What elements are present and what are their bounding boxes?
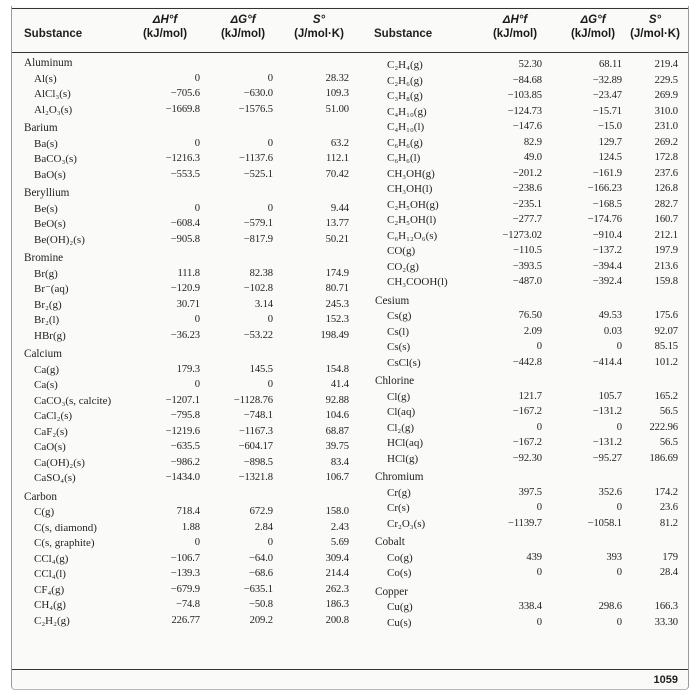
entropy-value: 197.9 bbox=[654, 245, 678, 256]
enthalpy-value: 76.50 bbox=[518, 310, 542, 321]
enthalpy-value: 82.9 bbox=[523, 136, 542, 148]
gibbs-energy-value: 0 bbox=[616, 502, 622, 513]
substance-name: C(s, graphite) bbox=[34, 537, 95, 549]
substance-name: C₃H₈(g) bbox=[387, 90, 423, 102]
substance-name: CCl₄(l) bbox=[34, 568, 66, 580]
entropy-value: 269.2 bbox=[654, 136, 678, 148]
entropy-value: 152.3 bbox=[325, 314, 349, 325]
gibbs-energy-value: −579.1 bbox=[243, 218, 273, 229]
gibbs-energy-value: −53.22 bbox=[243, 329, 273, 341]
header-substance-right: Substance bbox=[374, 28, 433, 40]
header-dgf-right bbox=[558, 13, 628, 49]
entropy-value: 212.1 bbox=[654, 229, 678, 241]
enthalpy-value: −36.23 bbox=[170, 329, 200, 341]
gibbs-energy-value: −817.9 bbox=[243, 233, 273, 245]
substance-name: BaCO₃(s) bbox=[34, 153, 77, 165]
enthalpy-value: 52.30 bbox=[518, 59, 542, 70]
substance-name: CF₄(g) bbox=[34, 583, 65, 596]
category-heading: Aluminum bbox=[24, 57, 73, 69]
entropy-value: 28.4 bbox=[659, 567, 678, 578]
enthalpy-value: −905.8 bbox=[170, 233, 200, 245]
entropy-value: 262.3 bbox=[325, 583, 349, 595]
substance-name: BeO(s) bbox=[34, 218, 66, 230]
entropy-value: 214.4 bbox=[325, 568, 349, 579]
gibbs-energy-value: 298.6 bbox=[598, 601, 622, 612]
header-dhf-symbol: ΔH°f bbox=[502, 14, 528, 26]
entropy-value: 13.77 bbox=[325, 218, 349, 229]
substance-name: CO₂(g) bbox=[387, 260, 419, 273]
enthalpy-value: −795.8 bbox=[170, 410, 200, 421]
enthalpy-value: 0 bbox=[194, 537, 200, 548]
enthalpy-value: 338.4 bbox=[518, 601, 542, 612]
substance-name: CsCl(s) bbox=[387, 356, 421, 369]
gibbs-energy-value: −910.4 bbox=[592, 229, 622, 241]
entropy-value: 237.6 bbox=[654, 167, 678, 179]
entropy-value: 56.5 bbox=[659, 406, 678, 417]
substance-name: Be(s) bbox=[34, 202, 58, 215]
entropy-value: 245.3 bbox=[325, 298, 349, 310]
gibbs-energy-value: 68.11 bbox=[599, 59, 622, 70]
category-heading: Cesium bbox=[375, 294, 410, 307]
header-dgf-left bbox=[208, 13, 278, 49]
enthalpy-value: 49.0 bbox=[523, 152, 542, 163]
substance-name: Be(OH)₂(s) bbox=[34, 233, 85, 246]
entropy-value: 229.5 bbox=[654, 74, 678, 86]
gibbs-energy-value: −15.71 bbox=[592, 105, 622, 117]
header-dgf-symbol: ΔG°f bbox=[230, 14, 256, 26]
entropy-value: 104.6 bbox=[325, 410, 349, 421]
entropy-value: 269.9 bbox=[654, 90, 678, 101]
entropy-value: 159.8 bbox=[654, 276, 678, 287]
gibbs-energy-value: −1167.3 bbox=[238, 425, 273, 437]
entropy-value: 112.1 bbox=[326, 153, 349, 164]
gibbs-energy-value: −23.47 bbox=[592, 90, 622, 101]
enthalpy-value: 397.5 bbox=[518, 486, 542, 498]
substance-name: Ca(s) bbox=[34, 379, 58, 391]
enthalpy-value: −120.9 bbox=[170, 283, 200, 294]
header-s-symbol: S° bbox=[312, 14, 326, 26]
enthalpy-value: −1434.0 bbox=[165, 472, 200, 483]
substance-name: Cl₂(g) bbox=[387, 421, 415, 434]
gibbs-energy-value: 105.7 bbox=[598, 390, 622, 402]
enthalpy-value: −124.73 bbox=[507, 105, 542, 117]
entropy-value: 175.6 bbox=[654, 310, 678, 321]
enthalpy-value: −442.8 bbox=[512, 356, 542, 368]
entropy-value: 174.9 bbox=[325, 267, 349, 279]
header-dgf-symbol: ΔG°f bbox=[580, 14, 606, 26]
entropy-value: 5.69 bbox=[330, 537, 349, 548]
substance-name: Br⁻(aq) bbox=[34, 283, 69, 295]
entropy-value: 213.6 bbox=[654, 260, 678, 272]
entropy-value: 85.15 bbox=[654, 341, 678, 352]
entropy-value: 92.88 bbox=[325, 394, 349, 406]
substance-name: Al(s) bbox=[34, 72, 57, 85]
substance-name: C₆H₆(g) bbox=[387, 136, 423, 149]
entropy-value: 174.2 bbox=[654, 486, 678, 498]
entropy-value: 166.3 bbox=[654, 601, 678, 612]
gibbs-energy-value: 3.14 bbox=[254, 298, 273, 310]
substance-name: HBr(g) bbox=[34, 329, 66, 342]
substance-name: Cr(g) bbox=[387, 486, 411, 499]
substance-name: Cl(aq) bbox=[387, 406, 416, 418]
gibbs-energy-value: −131.2 bbox=[592, 437, 622, 448]
substance-name: Cu(g) bbox=[387, 601, 413, 613]
substance-name: CH₄(g) bbox=[34, 599, 66, 611]
substance-name: CaSO₄(s) bbox=[34, 472, 76, 484]
gibbs-energy-value: −748.1 bbox=[243, 410, 273, 421]
substance-name: Cs(g) bbox=[387, 310, 412, 322]
entropy-value: 222.96 bbox=[649, 421, 678, 433]
entropy-value: 83.4 bbox=[330, 456, 349, 468]
header-s-unit: (J/mol·K) bbox=[294, 28, 344, 40]
table-header-rule bbox=[12, 52, 688, 53]
table-page bbox=[11, 6, 689, 690]
enthalpy-value: 111.8 bbox=[177, 267, 200, 279]
gibbs-energy-value: 0 bbox=[616, 421, 622, 433]
category-heading: Beryllium bbox=[24, 187, 70, 199]
enthalpy-value: −238.6 bbox=[512, 183, 542, 194]
substance-name: CaCl₂(s) bbox=[34, 410, 73, 422]
enthalpy-value: −679.9 bbox=[170, 583, 200, 595]
entropy-value: 186.3 bbox=[325, 599, 349, 610]
enthalpy-value: 0 bbox=[536, 421, 542, 433]
gibbs-energy-value: 672.9 bbox=[249, 506, 273, 517]
enthalpy-value: 179.3 bbox=[176, 363, 200, 375]
enthalpy-value: 718.4 bbox=[176, 506, 200, 517]
entropy-value: 63.2 bbox=[330, 137, 349, 149]
enthalpy-value: −1207.1 bbox=[165, 394, 200, 406]
substance-name: BaO(s) bbox=[34, 168, 66, 181]
header-s-unit: (J/mol·K) bbox=[630, 28, 680, 40]
substance-name: CO(g) bbox=[387, 245, 416, 257]
substance-name: CCl₄(g) bbox=[34, 552, 69, 565]
enthalpy-value: 0 bbox=[194, 379, 200, 390]
enthalpy-value: 121.7 bbox=[518, 390, 542, 402]
enthalpy-value: 0 bbox=[194, 202, 200, 214]
gibbs-energy-value: −131.2 bbox=[592, 406, 622, 417]
substance-name: CaF₂(s) bbox=[34, 425, 68, 438]
gibbs-energy-value: −414.4 bbox=[592, 356, 622, 368]
substance-name: Ca(g) bbox=[34, 363, 60, 376]
entropy-value: 101.2 bbox=[654, 356, 678, 368]
category-heading: Barium bbox=[24, 122, 58, 134]
entropy-value: 81.2 bbox=[659, 517, 678, 529]
gibbs-energy-value: −68.6 bbox=[248, 568, 273, 579]
entropy-value: 80.71 bbox=[325, 283, 349, 294]
category-heading: Bromine bbox=[24, 252, 64, 264]
enthalpy-value: 0 bbox=[536, 502, 542, 513]
gibbs-energy-value: −174.76 bbox=[587, 214, 622, 225]
header-dhf-unit: (kJ/mol) bbox=[492, 28, 538, 40]
substance-name: C₆H₁₂O₆(s) bbox=[387, 229, 438, 242]
enthalpy-value: −167.2 bbox=[512, 406, 542, 417]
gibbs-energy-value: −95.27 bbox=[592, 452, 622, 464]
gibbs-energy-value: 209.2 bbox=[249, 614, 273, 626]
substance-name: C(s, diamond) bbox=[34, 521, 97, 534]
substance-name: Cs(s) bbox=[387, 341, 411, 353]
substance-name: Ba(s) bbox=[34, 137, 58, 150]
enthalpy-value: 0 bbox=[194, 137, 200, 149]
enthalpy-value: 30.71 bbox=[176, 298, 200, 310]
enthalpy-value: −986.2 bbox=[170, 456, 200, 468]
substance-name: Cs(l) bbox=[387, 325, 409, 338]
enthalpy-value: −139.3 bbox=[170, 568, 200, 579]
enthalpy-value: −1669.8 bbox=[165, 103, 200, 115]
gibbs-energy-value: 0.03 bbox=[603, 325, 622, 337]
header-dhf-symbol: ΔH°f bbox=[152, 14, 178, 26]
gibbs-energy-value: −64.0 bbox=[248, 552, 273, 564]
table-top-rule bbox=[12, 8, 688, 9]
table-bottom-rule bbox=[12, 669, 688, 670]
gibbs-energy-value: 124.5 bbox=[598, 152, 622, 163]
enthalpy-value: −1139.7 bbox=[507, 517, 542, 529]
substance-name: HCl(g) bbox=[387, 452, 419, 465]
enthalpy-value: −92.30 bbox=[512, 452, 542, 464]
entropy-value: 28.32 bbox=[325, 72, 349, 84]
entropy-value: 92.07 bbox=[654, 325, 678, 337]
gibbs-energy-value: 49.53 bbox=[598, 310, 622, 321]
enthalpy-value: −1273.02 bbox=[502, 229, 542, 241]
entropy-value: 309.4 bbox=[325, 552, 349, 564]
entropy-value: 200.8 bbox=[325, 614, 349, 626]
header-s-symbol: S° bbox=[648, 14, 662, 26]
entropy-value: 39.75 bbox=[325, 441, 349, 452]
substance-name: C₆H₆(l) bbox=[387, 152, 421, 164]
entropy-value: 231.0 bbox=[654, 121, 678, 132]
substance-name: Al₂O₃(s) bbox=[34, 103, 73, 116]
entropy-value: 56.5 bbox=[659, 437, 678, 448]
gibbs-energy-value: 0 bbox=[267, 314, 273, 325]
substance-name: CH₃COOH(l) bbox=[387, 276, 448, 288]
substance-name: CaCO₃(s, calcite) bbox=[34, 394, 112, 407]
entropy-value: 70.42 bbox=[325, 168, 349, 180]
enthalpy-value: −235.1 bbox=[512, 198, 542, 210]
enthalpy-value: 0 bbox=[194, 314, 200, 325]
entropy-value: 198.49 bbox=[320, 329, 349, 341]
gibbs-energy-value: −166.23 bbox=[587, 183, 622, 194]
enthalpy-value: 0 bbox=[536, 567, 542, 578]
entropy-value: 282.7 bbox=[654, 198, 678, 210]
substance-name: C₄H₁₀(l) bbox=[387, 121, 425, 133]
gibbs-energy-value: −1128.76 bbox=[233, 394, 273, 406]
entropy-value: 51.00 bbox=[325, 103, 349, 115]
gibbs-energy-value: 0 bbox=[267, 72, 273, 84]
header-s-right bbox=[620, 13, 689, 49]
gibbs-energy-value: 0 bbox=[267, 137, 273, 149]
gibbs-energy-value: 0 bbox=[616, 616, 622, 628]
gibbs-energy-value: 2.84 bbox=[254, 521, 273, 533]
gibbs-energy-value: 352.6 bbox=[598, 486, 622, 498]
substance-name: Co(g) bbox=[387, 551, 413, 564]
substance-name: Br(g) bbox=[34, 267, 58, 280]
entropy-value: 310.0 bbox=[654, 105, 678, 117]
enthalpy-value: −147.6 bbox=[512, 121, 542, 132]
entropy-value: 126.8 bbox=[654, 183, 678, 194]
enthalpy-value: 226.77 bbox=[171, 614, 200, 626]
substance-name: C₂H₆(g) bbox=[387, 74, 423, 87]
entropy-value: 33.30 bbox=[654, 616, 678, 628]
substance-name: Br₂(g) bbox=[34, 298, 62, 311]
header-dhf-left bbox=[130, 13, 200, 49]
header-dgf-unit: (kJ/mol) bbox=[570, 28, 616, 40]
gibbs-energy-value: −1576.5 bbox=[238, 103, 273, 115]
substance-name: CH₃OH(l) bbox=[387, 183, 433, 195]
entropy-value: 68.87 bbox=[325, 425, 349, 437]
entropy-value: 179 bbox=[662, 551, 678, 563]
entropy-value: 2.43 bbox=[330, 521, 349, 533]
gibbs-energy-value: 0 bbox=[267, 379, 273, 390]
entropy-value: 50.21 bbox=[325, 233, 349, 245]
category-heading: Chromium bbox=[375, 471, 424, 483]
enthalpy-value: 1.88 bbox=[181, 521, 200, 533]
gibbs-energy-value: −161.9 bbox=[592, 167, 622, 179]
category-heading: Copper bbox=[375, 585, 408, 598]
substance-name: CH₃OH(g) bbox=[387, 167, 435, 180]
substance-name: C₄H₁₀(g) bbox=[387, 105, 427, 118]
header-dhf-unit: (kJ/mol) bbox=[142, 28, 188, 40]
gibbs-energy-value: −1058.1 bbox=[587, 517, 622, 529]
enthalpy-value: −705.6 bbox=[170, 88, 200, 99]
substance-name: C₂H₅OH(l) bbox=[387, 214, 437, 226]
gibbs-energy-value: 0 bbox=[616, 341, 622, 352]
gibbs-energy-value: −102.8 bbox=[243, 283, 273, 294]
category-heading: Carbon bbox=[24, 490, 57, 503]
enthalpy-value: −167.2 bbox=[512, 437, 542, 448]
gibbs-energy-value: −15.0 bbox=[597, 121, 622, 132]
substance-name: C(g) bbox=[34, 506, 55, 518]
gibbs-energy-value: −604.17 bbox=[238, 441, 273, 452]
substance-name: HCl(aq) bbox=[387, 437, 424, 449]
header-substance-left: Substance bbox=[24, 28, 83, 40]
enthalpy-value: −84.68 bbox=[512, 74, 542, 86]
gibbs-energy-value: −32.89 bbox=[592, 74, 622, 86]
substance-name: AlCl₃(s) bbox=[34, 88, 71, 100]
enthalpy-value: −487.0 bbox=[512, 276, 542, 287]
substance-name: Cr(s) bbox=[387, 502, 410, 514]
enthalpy-value: 0 bbox=[536, 341, 542, 352]
gibbs-energy-value: −630.0 bbox=[243, 88, 273, 99]
category-heading: Cobalt bbox=[375, 536, 405, 548]
gibbs-energy-value: −635.1 bbox=[243, 583, 273, 595]
substance-name: Br₂(l) bbox=[34, 314, 60, 326]
entropy-value: 160.7 bbox=[654, 214, 678, 225]
gibbs-energy-value: 0 bbox=[616, 567, 622, 578]
gibbs-energy-value: 393 bbox=[606, 551, 622, 563]
enthalpy-value: −1216.3 bbox=[165, 153, 200, 164]
gibbs-energy-value: −525.1 bbox=[243, 168, 273, 180]
enthalpy-value: −277.7 bbox=[512, 214, 542, 225]
gibbs-energy-value: 0 bbox=[267, 537, 273, 548]
substance-name: C₂H₄(g) bbox=[387, 59, 423, 71]
gibbs-energy-value: −168.5 bbox=[592, 198, 622, 210]
gibbs-energy-value: 129.7 bbox=[598, 136, 622, 148]
enthalpy-value: −393.5 bbox=[512, 260, 542, 272]
substance-name: Cr₂O₃(s) bbox=[387, 517, 426, 530]
header-s-left bbox=[284, 13, 354, 49]
enthalpy-value: 2.09 bbox=[523, 325, 542, 337]
substance-name: C₂H₂(g) bbox=[34, 614, 70, 627]
entropy-value: 172.8 bbox=[654, 152, 678, 163]
gibbs-energy-value: −898.5 bbox=[243, 456, 273, 468]
entropy-value: 9.44 bbox=[330, 202, 349, 214]
entropy-value: 154.8 bbox=[325, 363, 349, 375]
gibbs-energy-value: 0 bbox=[267, 202, 273, 214]
gibbs-energy-value: −1321.8 bbox=[238, 472, 273, 483]
substance-name: Co(s) bbox=[387, 567, 412, 579]
substance-name: CaO(s) bbox=[34, 441, 66, 453]
enthalpy-value: −553.5 bbox=[170, 168, 200, 180]
category-heading: Calcium bbox=[24, 348, 62, 360]
enthalpy-value: 0 bbox=[536, 616, 542, 628]
gibbs-energy-value: −392.4 bbox=[592, 276, 622, 287]
entropy-value: 109.3 bbox=[325, 88, 349, 99]
enthalpy-value: 0 bbox=[194, 72, 200, 84]
substance-name: Cl(g) bbox=[387, 390, 411, 403]
enthalpy-value: −635.5 bbox=[170, 441, 200, 452]
enthalpy-value: −103.85 bbox=[507, 90, 542, 101]
gibbs-energy-value: −137.2 bbox=[592, 245, 622, 256]
enthalpy-value: −1219.6 bbox=[165, 425, 200, 437]
gibbs-energy-value: 82.38 bbox=[249, 267, 273, 279]
enthalpy-value: −110.5 bbox=[513, 245, 542, 256]
substance-name: Ca(OH)₂(s) bbox=[34, 456, 85, 469]
gibbs-energy-value: −1137.6 bbox=[238, 153, 273, 164]
entropy-value: 186.69 bbox=[649, 452, 678, 464]
enthalpy-value: −74.8 bbox=[175, 599, 200, 610]
substance-name: Cu(s) bbox=[387, 616, 412, 629]
entropy-value: 165.2 bbox=[654, 390, 678, 402]
category-heading: Chlorine bbox=[375, 375, 415, 387]
enthalpy-value: −608.4 bbox=[170, 218, 200, 229]
header-dgf-unit: (kJ/mol) bbox=[220, 28, 266, 40]
gibbs-energy-value: −394.4 bbox=[592, 260, 622, 272]
enthalpy-value: −201.2 bbox=[512, 167, 542, 179]
gibbs-energy-value: 145.5 bbox=[249, 363, 273, 375]
entropy-value: 106.7 bbox=[325, 472, 349, 483]
entropy-value: 219.4 bbox=[654, 59, 678, 70]
entropy-value: 23.6 bbox=[659, 502, 678, 513]
enthalpy-value: −106.7 bbox=[170, 552, 200, 564]
entropy-value: 41.4 bbox=[330, 379, 349, 390]
entropy-value: 158.0 bbox=[325, 506, 349, 517]
enthalpy-value: 439 bbox=[526, 551, 542, 563]
page-number: 1059 bbox=[653, 674, 678, 686]
gibbs-energy-value: −50.8 bbox=[248, 599, 273, 610]
header-dhf-right bbox=[480, 13, 550, 49]
substance-name: C₂H₅OH(g) bbox=[387, 198, 439, 211]
